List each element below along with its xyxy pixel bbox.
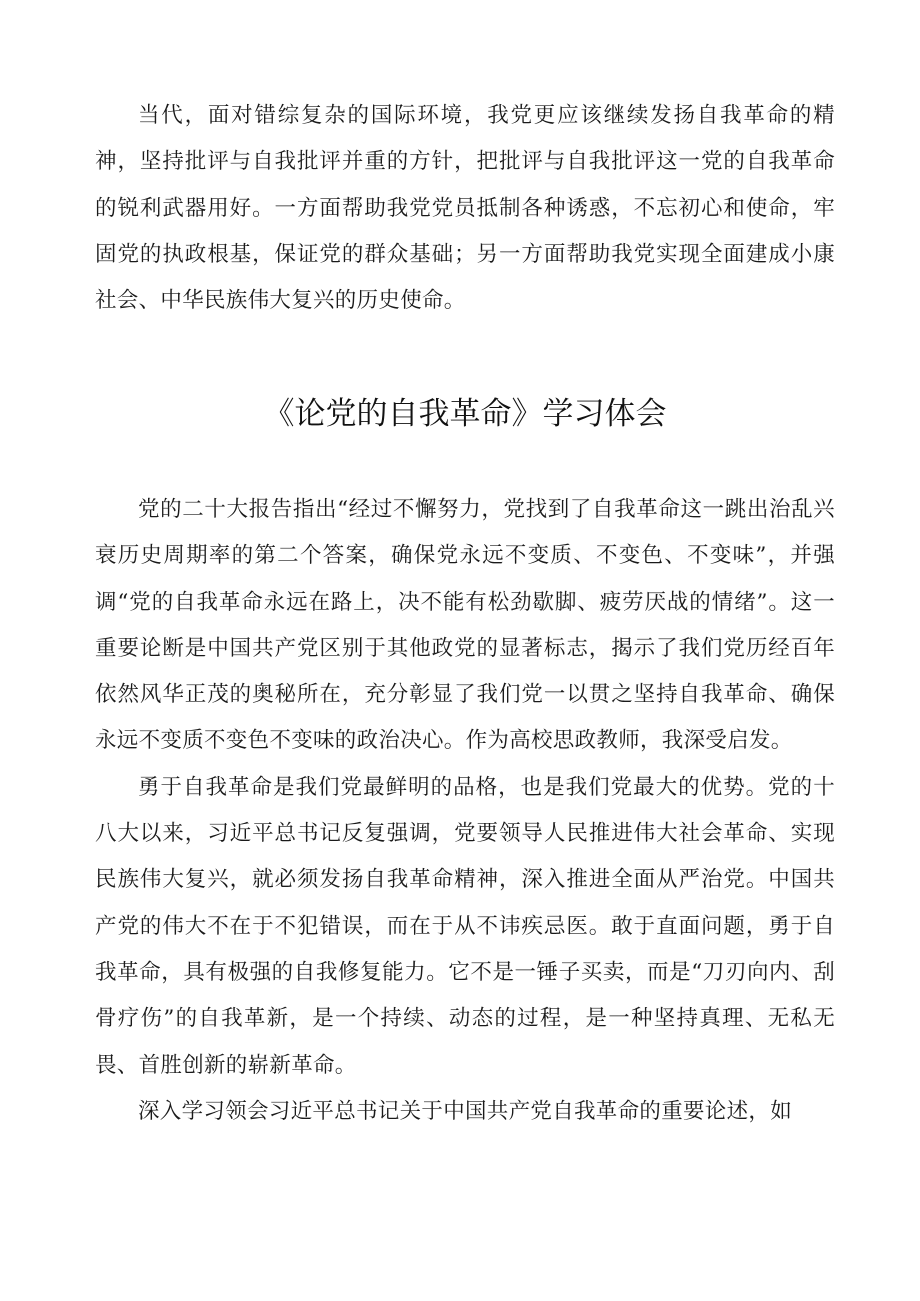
body-paragraph-3: 深入学习领会习近平总书记关于中国共产党自我革命的重要论述，如 — [138, 1098, 793, 1124]
intro-paragraph: 当代，面对错综复杂的国际环境，我党更应该继续发扬自我革命的精神，坚持批评与自我批评并重的方针，把批评与自我批评这一党的自我革命的锐利武器用好。一方面帮助我党党员抵制各种诱惑，不忘初心和使命，牢固党的执政根基，保证党的群众基础；另一方面帮助我党实现全面建成小康社会、中华民族伟大复兴的历史使命。 — [95, 103, 835, 314]
body-paragraph-2: 勇于自我革命是我们党最鲜明的品格，也是我们党最大的优势。党的十八大以来，习近平总书记反复强调，党要领导人民推进伟大社会革命、实现民族伟大复兴，就必须发扬自我革命精神，深入推进全面从严治党。中国共产党的伟大不在于不犯错误，而在于从不讳疾忌医。敢于直面问题，勇于自我革命，具有极强的自我修复能力。它不是一锤子买卖，而是“刀刃向内、刮骨疗伤”的自我革新，是一个持续、动态的过程，是一种坚持真理、无私无畏、首胜创新的崭新革命。 — [95, 774, 835, 1078]
document-title: 《论党的自我革命》学习体会 — [263, 396, 667, 432]
body-text — [95, 487, 835, 1135]
body-paragraph-1: 党的二十大报告指出“经过不懈努力，党找到了自我革命这一跳出治乱兴衰历史周期率的第二个答案，确保党永远不变质、不变色、不变味”，并强调“党的自我革命永远在路上，决不能有松劲歇脚、疲劳厌战的情绪”。这一重要论断是中国共产党区别于其他政党的显著标志，揭示了我们党历经百年依然风华正茂的奥秘所在，充分彰显了我们党一以贯之坚持自我革命、确保永远不变质不变色不变味的政治决心。作为高校思政教师，我深受启发。 — [95, 497, 835, 754]
